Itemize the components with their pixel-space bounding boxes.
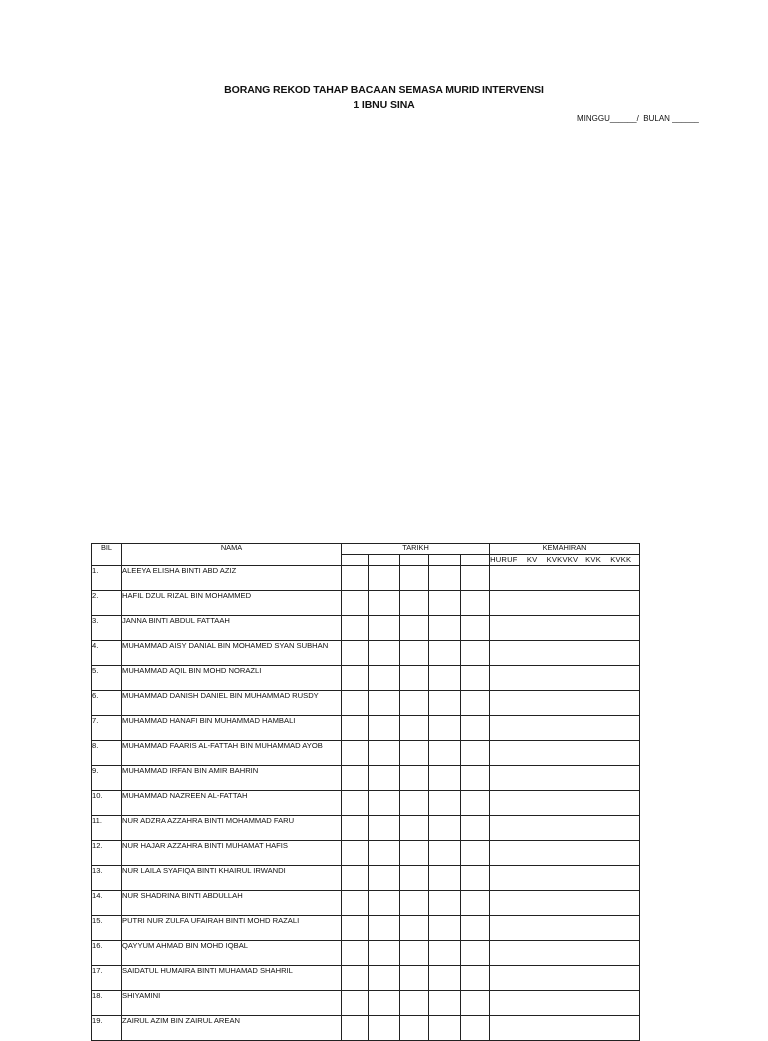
date-cell[interactable] <box>429 1016 461 1041</box>
date-cell[interactable] <box>342 766 369 791</box>
student-name: NUR LAILA SYAFIQA BINTI KHAIRUL IRWANDI <box>122 866 342 891</box>
date-cell[interactable] <box>400 791 429 816</box>
student-name: NUR SHADRINA BINTI ABDULLAH <box>122 891 342 916</box>
date-cell[interactable] <box>400 591 429 616</box>
date-cell[interactable] <box>342 641 369 666</box>
date-cell[interactable] <box>400 841 429 866</box>
form-title: BORANG REKOD TAHAP BACAAN SEMASA MURID INTERVENSI <box>224 84 544 96</box>
date-cell[interactable] <box>461 716 490 741</box>
date-cell[interactable] <box>369 866 400 891</box>
row-number: 3. <box>92 616 122 641</box>
date-cell[interactable] <box>400 666 429 691</box>
date-cell[interactable] <box>369 566 400 591</box>
date-cell[interactable] <box>369 766 400 791</box>
date-cell[interactable] <box>429 616 461 641</box>
date-cell[interactable] <box>400 566 429 591</box>
date-cell[interactable] <box>461 566 490 591</box>
date-cell[interactable] <box>429 791 461 816</box>
date-cell[interactable] <box>461 816 490 841</box>
kemahiran-cell[interactable] <box>490 791 640 816</box>
date-cell[interactable] <box>342 716 369 741</box>
date-cell[interactable] <box>400 941 429 966</box>
date-cell[interactable] <box>429 841 461 866</box>
header-kemahiran: KEMAHIRAN <box>490 544 640 555</box>
table-row <box>92 941 640 966</box>
date-cell[interactable] <box>400 866 429 891</box>
row-number: 19. <box>92 1016 122 1041</box>
kemahiran-cell[interactable] <box>490 891 640 916</box>
table-row <box>92 741 640 766</box>
kemahiran-levels: HURUF KV KVKVKV KVK KVKK <box>490 555 640 566</box>
student-name: JANNA BINTI ABDUL FATTAAH <box>122 616 342 641</box>
table-row <box>92 791 640 816</box>
date-cell[interactable] <box>461 891 490 916</box>
date-cell[interactable] <box>369 555 400 566</box>
date-cell[interactable] <box>429 716 461 741</box>
kemahiran-cell[interactable] <box>490 916 640 941</box>
kemahiran-cell[interactable] <box>490 966 640 991</box>
date-cell[interactable] <box>369 966 400 991</box>
date-cell[interactable] <box>429 741 461 766</box>
student-name: SAIDATUL HUMAIRA BINTI MUHAMAD SHAHRIL <box>122 966 342 991</box>
row-number: 8. <box>92 741 122 766</box>
date-cell[interactable] <box>400 766 429 791</box>
header-tarikh: TARIKH <box>342 544 490 555</box>
kemahiran-cell[interactable] <box>490 766 640 791</box>
date-cell[interactable] <box>461 616 490 641</box>
date-cell[interactable] <box>429 966 461 991</box>
date-cell[interactable] <box>429 891 461 916</box>
date-cell[interactable] <box>429 641 461 666</box>
row-number: 18. <box>92 991 122 1016</box>
date-cell[interactable] <box>400 555 429 566</box>
kemahiran-cell[interactable] <box>490 841 640 866</box>
date-cell[interactable] <box>461 866 490 891</box>
row-number: 6. <box>92 691 122 716</box>
date-cell[interactable] <box>342 941 369 966</box>
date-cell[interactable] <box>429 766 461 791</box>
date-cell[interactable] <box>400 891 429 916</box>
date-cell[interactable] <box>461 966 490 991</box>
date-cell[interactable] <box>400 641 429 666</box>
student-name: MUHAMMAD DANISH DANIEL BIN MUHAMMAD RUSDY <box>122 691 342 716</box>
student-name: ALEEYA ELISHA BINTI ABD AZIZ <box>122 566 342 591</box>
header-bil: BIL <box>92 544 122 566</box>
date-cell[interactable] <box>429 941 461 966</box>
date-cell[interactable] <box>342 616 369 641</box>
date-cell[interactable] <box>342 591 369 616</box>
table-row <box>92 966 640 991</box>
date-cell[interactable] <box>429 555 461 566</box>
date-cell[interactable] <box>400 741 429 766</box>
date-cell[interactable] <box>369 991 400 1016</box>
date-cell[interactable] <box>369 641 400 666</box>
date-cell[interactable] <box>400 816 429 841</box>
date-cell[interactable] <box>369 891 400 916</box>
student-name: NUR ADZRA AZZAHRA BINTI MOHAMMAD FARU <box>122 816 342 841</box>
date-cell[interactable] <box>429 991 461 1016</box>
date-cell[interactable] <box>369 841 400 866</box>
date-cell[interactable] <box>369 741 400 766</box>
table-row <box>92 816 640 841</box>
date-cell[interactable] <box>429 566 461 591</box>
date-cell[interactable] <box>369 816 400 841</box>
date-cell[interactable] <box>429 666 461 691</box>
kemahiran-cell[interactable] <box>490 866 640 891</box>
kemahiran-cell[interactable] <box>490 641 640 666</box>
row-number: 7. <box>92 716 122 741</box>
kemahiran-cell[interactable] <box>490 1016 640 1041</box>
table-row <box>92 1016 640 1041</box>
date-cell[interactable] <box>342 691 369 716</box>
date-cell[interactable] <box>342 791 369 816</box>
student-name: MUHAMMAD AISY DANIAL BIN MOHAMED SYAN SUBHAN <box>122 641 342 666</box>
row-number: 2. <box>92 591 122 616</box>
table-row <box>92 566 640 591</box>
row-number: 15. <box>92 916 122 941</box>
date-cell[interactable] <box>369 616 400 641</box>
date-cell[interactable] <box>369 791 400 816</box>
row-number: 14. <box>92 891 122 916</box>
student-name: NUR HAJAR AZZAHRA BINTI MUHAMAT HAFIS <box>122 841 342 866</box>
date-cell[interactable] <box>342 816 369 841</box>
date-cell[interactable] <box>342 966 369 991</box>
date-cell[interactable] <box>461 766 490 791</box>
row-number: 5. <box>92 666 122 691</box>
row-number: 17. <box>92 966 122 991</box>
kemahiran-cell[interactable] <box>490 591 640 616</box>
kemahiran-cell[interactable] <box>490 941 640 966</box>
kemahiran-cell[interactable] <box>490 816 640 841</box>
date-cell[interactable] <box>461 591 490 616</box>
table-row <box>92 641 640 666</box>
row-number: 13. <box>92 866 122 891</box>
kemahiran-cell[interactable] <box>490 566 640 591</box>
date-cell[interactable] <box>342 666 369 691</box>
student-name: MUHAMMAD NAZREEN AL-FATTAH <box>122 791 342 816</box>
date-cell[interactable] <box>461 916 490 941</box>
student-name: PUTRI NUR ZULFA UFAIRAH BINTI MOHD RAZALI <box>122 916 342 941</box>
date-cell[interactable] <box>429 591 461 616</box>
header-nama: NAMA <box>122 544 342 566</box>
table-row <box>92 616 640 641</box>
date-cell[interactable] <box>342 866 369 891</box>
date-cell[interactable] <box>400 966 429 991</box>
row-number: 4. <box>92 641 122 666</box>
date-cell[interactable] <box>342 566 369 591</box>
student-name: MUHAMMAD FAARIS AL-FATTAH BIN MUHAMMAD AYOB <box>122 741 342 766</box>
date-cell[interactable] <box>369 916 400 941</box>
kemahiran-cell[interactable] <box>490 716 640 741</box>
table-row <box>92 666 640 691</box>
date-cell[interactable] <box>400 1016 429 1041</box>
date-cell[interactable] <box>461 741 490 766</box>
date-cell[interactable] <box>369 691 400 716</box>
row-number: 12. <box>92 841 122 866</box>
kemahiran-cell[interactable] <box>490 741 640 766</box>
date-cell[interactable] <box>461 641 490 666</box>
student-rows <box>92 566 640 1041</box>
student-name: ZAIRUL AZIM BIN ZAIRUL AREAN <box>122 1016 342 1041</box>
date-cell[interactable] <box>369 1016 400 1041</box>
date-cell[interactable] <box>369 666 400 691</box>
table-row <box>92 866 640 891</box>
table-row <box>92 716 640 741</box>
table-row <box>92 991 640 1016</box>
reading-record-table <box>91 543 640 1041</box>
date-cell[interactable] <box>369 941 400 966</box>
kemahiran-cell[interactable] <box>490 666 640 691</box>
date-cell[interactable] <box>461 555 490 566</box>
date-cell[interactable] <box>342 891 369 916</box>
student-name: MUHAMMAD AQIL BIN MOHD NORAZLI <box>122 666 342 691</box>
date-cell[interactable] <box>342 841 369 866</box>
table-row <box>92 891 640 916</box>
date-cell[interactable] <box>342 1016 369 1041</box>
date-cell[interactable] <box>400 691 429 716</box>
date-cell[interactable] <box>342 555 369 566</box>
date-cell[interactable] <box>461 991 490 1016</box>
kemahiran-cell[interactable] <box>490 616 640 641</box>
date-cell[interactable] <box>461 691 490 716</box>
class-name: 1 IBNU SINA <box>353 99 415 111</box>
date-cell[interactable] <box>400 716 429 741</box>
kemahiran-cell[interactable] <box>490 691 640 716</box>
kemahiran-cell[interactable] <box>490 991 640 1016</box>
date-cell[interactable] <box>342 991 369 1016</box>
row-number: 9. <box>92 766 122 791</box>
date-cell[interactable] <box>429 816 461 841</box>
date-cell[interactable] <box>429 691 461 716</box>
date-cell[interactable] <box>342 916 369 941</box>
student-name: SHIYAMINI <box>122 991 342 1016</box>
table-row <box>92 841 640 866</box>
table-row <box>92 691 640 716</box>
date-cell[interactable] <box>461 791 490 816</box>
date-cell[interactable] <box>461 1016 490 1041</box>
student-name: MUHAMMAD IRFAN BIN AMIR BAHRIN <box>122 766 342 791</box>
date-cell[interactable] <box>342 741 369 766</box>
table-row <box>92 591 640 616</box>
row-number: 1. <box>92 566 122 591</box>
date-cell[interactable] <box>369 591 400 616</box>
student-name: MUHAMMAD HANAFI BIN MUHAMMAD HAMBALI <box>122 716 342 741</box>
table-row <box>92 766 640 791</box>
date-cell[interactable] <box>461 941 490 966</box>
row-number: 10. <box>92 791 122 816</box>
date-cell[interactable] <box>429 916 461 941</box>
table-row <box>92 916 640 941</box>
date-cell[interactable] <box>461 841 490 866</box>
row-number: 16. <box>92 941 122 966</box>
date-cell[interactable] <box>400 916 429 941</box>
date-cell[interactable] <box>400 991 429 1016</box>
row-number: 11. <box>92 816 122 841</box>
date-cell[interactable] <box>461 666 490 691</box>
date-cell[interactable] <box>369 716 400 741</box>
date-cell[interactable] <box>400 616 429 641</box>
student-name: HAFIL DZUL RIZAL BIN MOHAMMED <box>122 591 342 616</box>
week-month-field: MINGGU______/ BULAN ______ <box>577 114 699 123</box>
student-name: QAYYUM AHMAD BIN MOHD IQBAL <box>122 941 342 966</box>
date-cell[interactable] <box>429 866 461 891</box>
